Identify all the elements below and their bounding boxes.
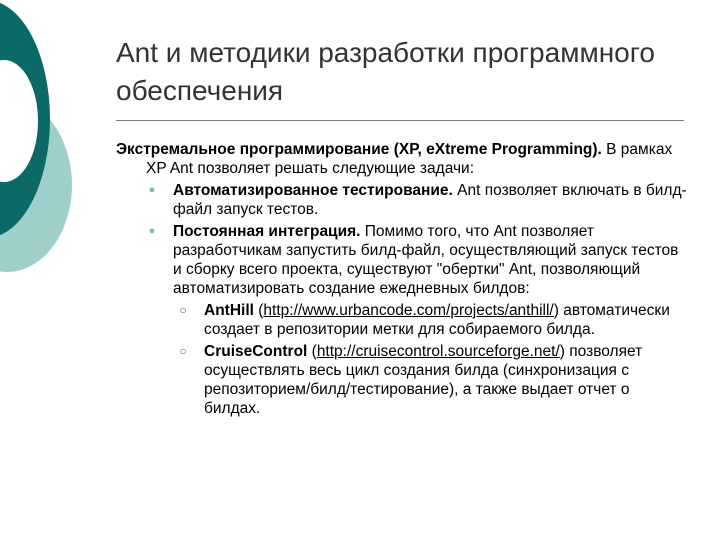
bullet-icon: ● [148, 225, 156, 237]
subitem-post: ) автоматически создает в репозитории метки для собираемого билда. [204, 302, 670, 338]
subitem-pre: ( [307, 343, 317, 360]
item-term: Автоматизированное тестирование. [173, 182, 453, 199]
item-text: Помимо того, что Ant позволяет разработчикам запустить билд-файл, осуществляющий запуск тестов и сборку всего проекта, существуют "обертки" Ant, позволяющий автоматизировать создание ежедневных билдов: [173, 223, 679, 297]
intro-text: В рамках XP Ant позволяет решать следующие задачи: [146, 141, 673, 177]
cruisecontrol-link[interactable]: http://cruisecontrol.sourceforge.net/ [316, 343, 560, 360]
subitem-pre: ( [253, 302, 264, 319]
title-divider [116, 120, 684, 121]
list-item [116, 181, 688, 219]
subitem-term: AntHill [204, 302, 254, 319]
bullet-icon: ● [148, 184, 156, 196]
subitem-term: CruiseControl [204, 343, 308, 360]
subitem-post: ) позволяет осуществлять весь цикл создания билда (синхронизация с репозиторием/билд/тестирование), а также выдает отчет о билдах. [204, 343, 643, 417]
item-text: Ant позволяет включать в билд-файл запуск тестов. [173, 182, 687, 218]
circle-bullet-icon: ○ [179, 303, 187, 317]
circle-bullet-icon: ○ [179, 344, 187, 358]
list-item [116, 222, 688, 298]
anthill-link[interactable]: http://www.urbancode.com/projects/anthill/ [263, 302, 554, 319]
intro-bold: Экстремальное программирование (XP, eXtreme Programming). [116, 141, 602, 158]
sub-list-item [116, 342, 688, 418]
intro-paragraph [116, 140, 688, 178]
slide-title: Ant и методики разработки программного обеспечения [116, 37, 655, 106]
slide-body [116, 140, 688, 418]
sub-list-item [116, 301, 688, 339]
item-term: Постоянная интеграция. [173, 223, 361, 240]
